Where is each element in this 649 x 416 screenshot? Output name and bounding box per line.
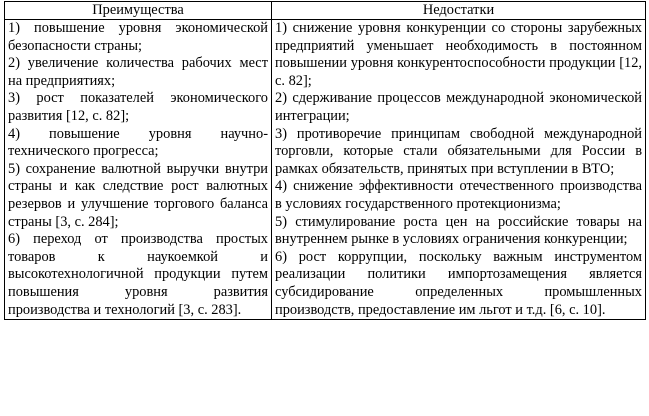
table-row	[5, 20, 646, 320]
header-disadvantages: Недостатки	[272, 2, 646, 20]
advantage-item-5: 5) сохранение валютной выручки внутри страны и как следствие рост валютных резервов и улучшение торгового баланса страны [3, с. 284];	[8, 160, 268, 230]
disadvantage-item-5: 5) стимулирование роста цен на российские товары на внутреннем рынке в условиях ограничения конкуренции;	[275, 213, 642, 248]
disadvantage-item-1: 1) снижение уровня конкуренции со стороны зарубежных предприятий уменьшает необходимость в постоянном повышении уровня конкурентоспособности продукции [12, с. 82];	[275, 20, 642, 89]
disadvantage-item-4: 4) снижение эффективности отечественного производства в условиях государственного протекционизма;	[275, 178, 642, 212]
disadvantage-item-6: 6) рост коррупции, поскольку важным инструментом реализации политики импортозамещения является субсидирование определенных промышленных производств, предоставление им льгот и т.д. [6, с. 10].	[275, 248, 642, 318]
advantage-item-2: 2) увеличение количества рабочих мест на предприятиях;	[8, 55, 268, 89]
header-advantages: Преимущества	[5, 2, 272, 20]
advantage-item-3: 3) рост показателей экономического развития [12, с. 82];	[8, 90, 268, 124]
advantages-cell	[5, 20, 272, 320]
pros-cons-table	[4, 1, 646, 320]
advantage-item-4: 4) повышение уровня научно-технического прогресса;	[8, 125, 268, 160]
advantage-item-1: 1) повышение уровня экономической безопасности страны;	[8, 20, 268, 54]
advantage-item-6: 6) переход от производства простых товаров к наукоемкой и высокотехнологичной продукции путем повышения уровня развития производства и технологий [3, с. 283].	[8, 231, 268, 318]
disadvantage-item-2: 2) сдерживание процессов международной экономической интеграции;	[275, 90, 642, 124]
disadvantage-item-3: 3) противоречие принципам свободной международной торговли, которые стали обязательными для России в рамках обязательств, принятых при вступлении в ВТО;	[275, 125, 642, 177]
disadvantages-cell	[272, 20, 646, 320]
table-header-row	[5, 2, 646, 20]
